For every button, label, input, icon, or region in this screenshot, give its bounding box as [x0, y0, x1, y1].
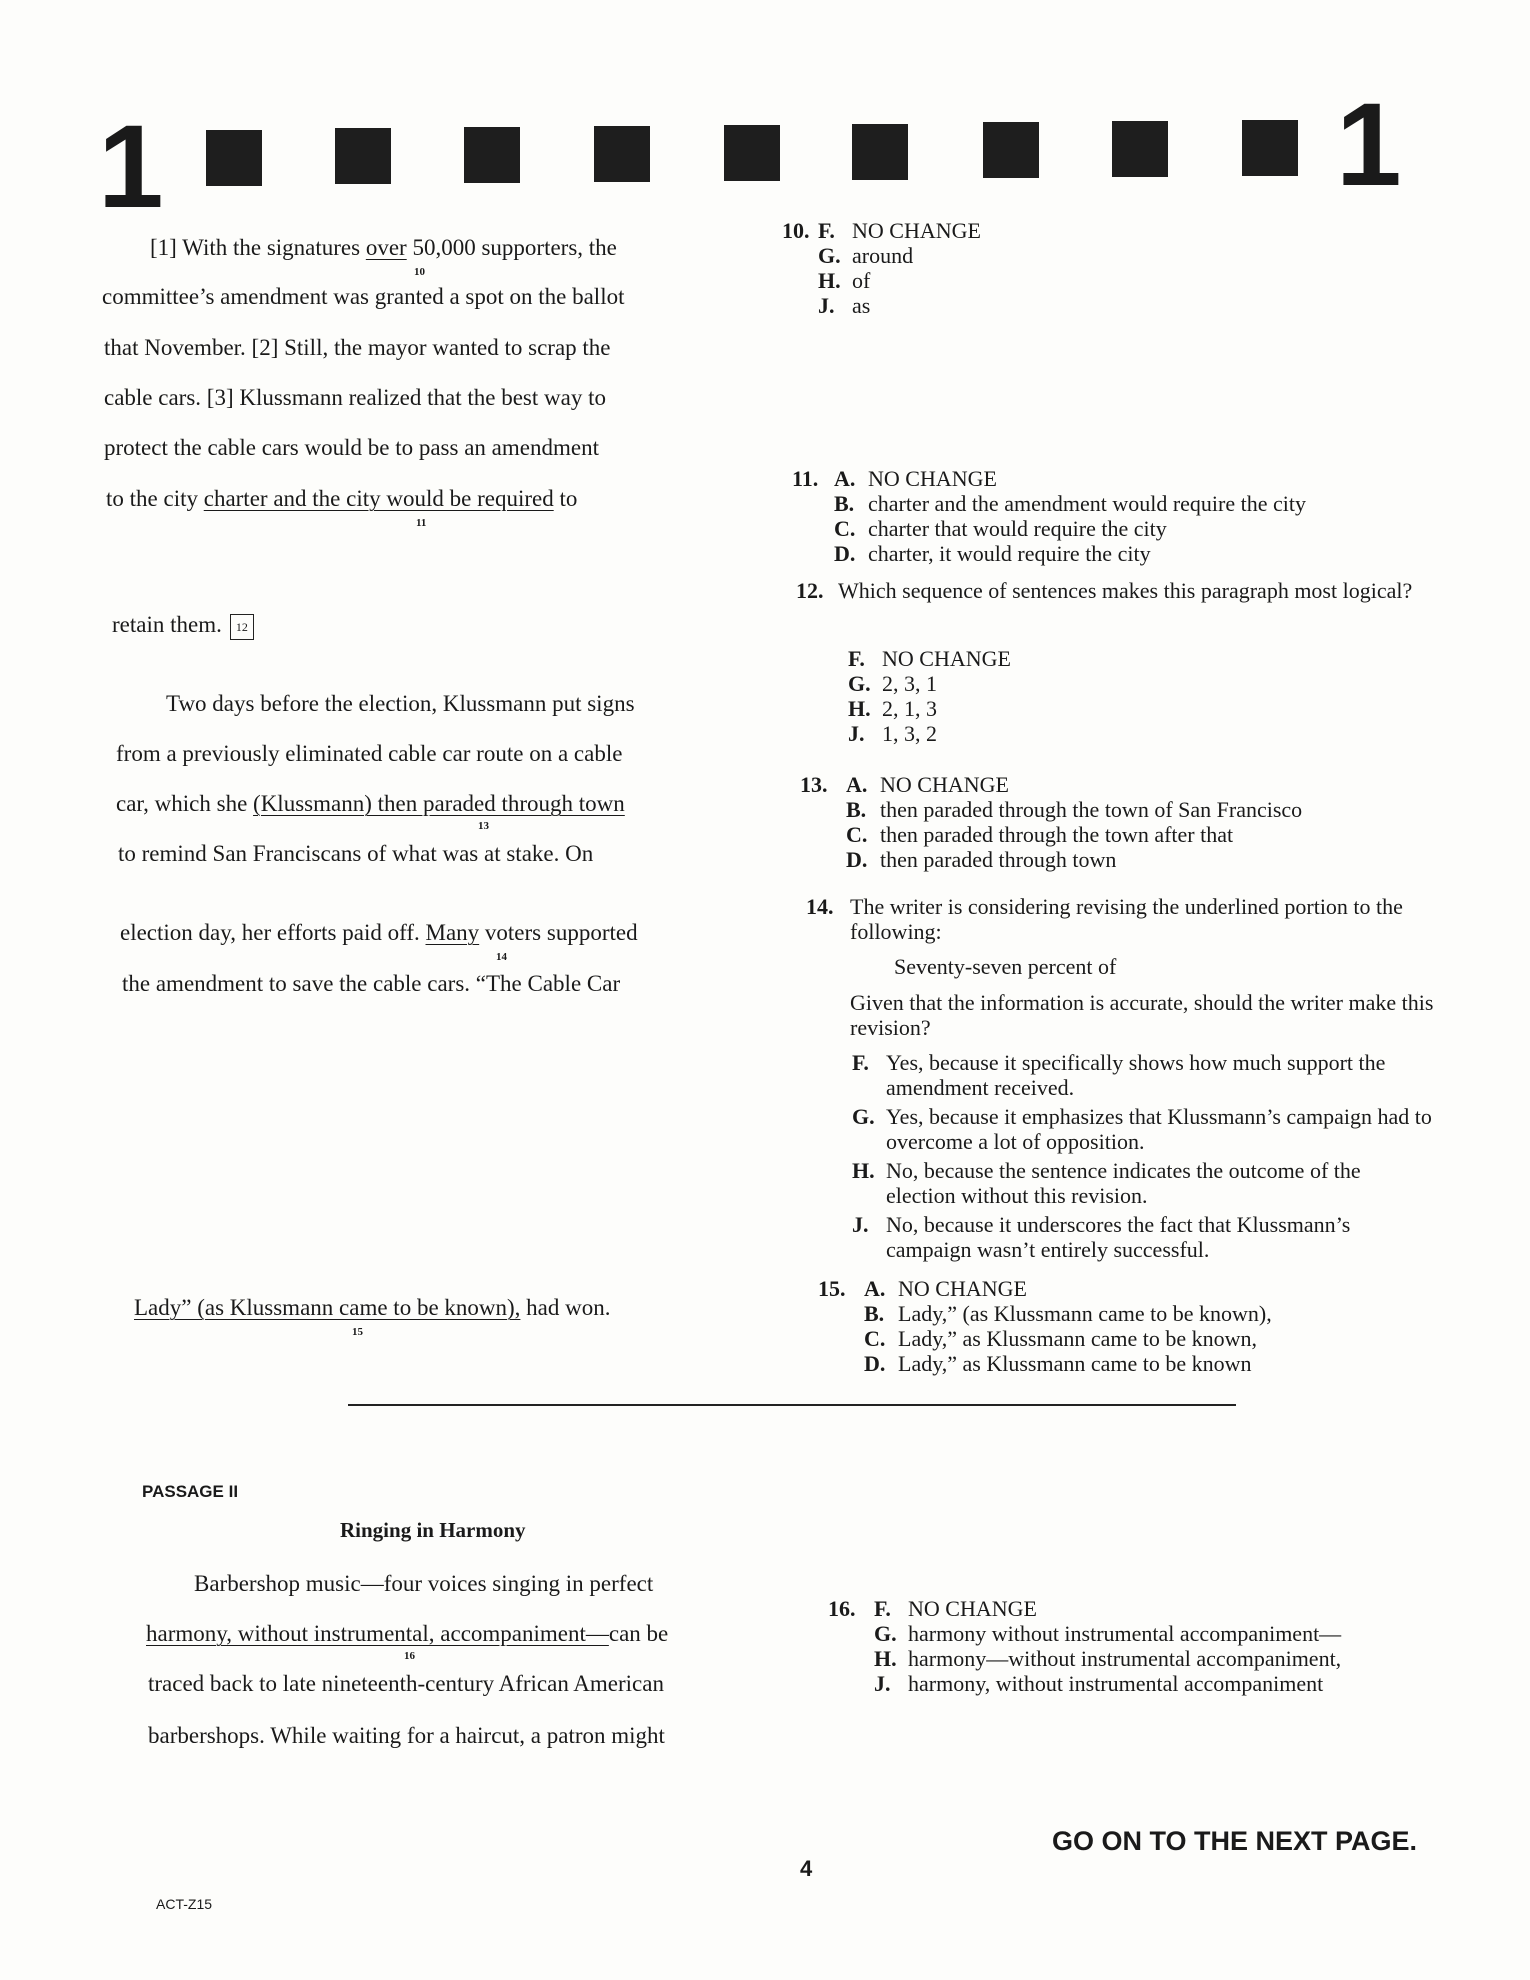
underlined-portion-10: over — [365, 235, 407, 260]
header-square-7 — [983, 122, 1039, 178]
passage-line-4: cable cars. [3] Klussmann realized that the best way to — [104, 385, 606, 410]
passage2-line-1: Barbershop music—four voices singing in perfect — [194, 1571, 654, 1596]
option-a[interactable]: A. NO CHANGE — [846, 772, 1009, 797]
option-h[interactable]: H. 2, 1, 3 — [848, 696, 937, 721]
option-g[interactable]: G. harmony without instrumental accompaniment— — [874, 1621, 1342, 1646]
option-j[interactable]: J. as — [818, 293, 871, 318]
passage-line-2: committee’s amendment was granted a spot on the ballot — [102, 284, 625, 309]
option-d[interactable]: D. then paraded through town — [846, 847, 1117, 872]
passage-line-6: to the city charter and the city would be required to — [106, 486, 578, 511]
revision-quote: Seventy-seven percent of — [894, 954, 1117, 979]
question-number: 13. — [800, 772, 828, 797]
option-f[interactable]: F. NO CHANGE — [818, 218, 981, 243]
option-f[interactable]: F. Yes, because it specifically shows how much support the amendment received. — [852, 1050, 1386, 1100]
option-j[interactable]: J. No, because it underscores the fact that Klussmann’s campaign wasn’t entirely successful. — [852, 1212, 1351, 1262]
question-stem-2: Given that the information is accurate, should the writer make this revision? — [850, 990, 1434, 1040]
option-c[interactable]: C. then paraded through the town after that — [846, 822, 1234, 847]
passage-label: PASSAGE II — [142, 1482, 239, 1501]
option-d[interactable]: D. charter, it would require the city — [834, 541, 1151, 566]
form-code: ACT-Z15 — [156, 1896, 213, 1912]
option-h[interactable]: H. of — [818, 268, 871, 293]
underlined-portion-11: charter and the city would be required — [203, 486, 554, 511]
passage2-line-3: traced back to late nineteenth-century African American — [148, 1671, 664, 1696]
passage-line-5: protect the cable cars would be to pass an amendment — [104, 435, 599, 460]
passage-line-14: Lady” (as Klussmann came to be known), had won. — [134, 1295, 611, 1320]
question-ref-14: 14 — [496, 951, 507, 963]
option-f[interactable]: F. NO CHANGE — [874, 1596, 1037, 1621]
header-square-4 — [594, 126, 650, 182]
question-number: 10. — [782, 218, 810, 243]
passage-line-13: the amendment to save the cable cars. “The Cable Car — [122, 971, 621, 996]
question-ref-15: 15 — [352, 1326, 363, 1338]
section-number-left: 1 — [98, 101, 164, 233]
header-square-6 — [852, 124, 908, 180]
question-number: 15. — [818, 1276, 846, 1301]
passage-line-9: from a previously eliminated cable car route on a cable — [116, 741, 623, 766]
header-square-2 — [335, 128, 391, 184]
question-number: 11. — [792, 466, 819, 491]
passage-line-10: car, which she (Klussmann) then paraded through town — [116, 791, 625, 816]
question-stem: Which sequence of sentences makes this paragraph most logical? — [838, 578, 1413, 603]
passage-line-1: [1] With the signatures over 50,000 supporters, the — [150, 235, 617, 260]
passage-title: Ringing in Harmony — [340, 1518, 526, 1542]
next-page-notice: GO ON TO THE NEXT PAGE. — [1052, 1826, 1418, 1856]
header-square-9 — [1242, 120, 1298, 176]
option-a[interactable]: A. NO CHANGE — [864, 1276, 1027, 1301]
header-square-5 — [724, 125, 780, 181]
question-number: 16. — [828, 1596, 856, 1621]
option-b[interactable]: B. then paraded through the town of San Francisco — [846, 797, 1303, 822]
underlined-portion-14: Many — [425, 920, 480, 945]
question-ref-11: 11 — [416, 517, 427, 529]
option-c[interactable]: C. Lady,” as Klussmann came to be known, — [864, 1326, 1258, 1351]
underlined-portion-15: Lady” (as Klussmann came to be known), — [134, 1295, 521, 1320]
question-number: 12. — [796, 578, 824, 603]
option-j[interactable]: J. harmony, without instrumental accompaniment — [874, 1671, 1324, 1696]
header-square-8 — [1112, 121, 1168, 177]
option-h[interactable]: H. No, because the sentence indicates the outcome of the election without this revision. — [852, 1158, 1361, 1208]
header-square-3 — [464, 127, 520, 183]
question-number: 14. — [806, 894, 834, 919]
option-d[interactable]: D. Lady,” as Klussmann came to be known — [864, 1351, 1252, 1376]
underlined-portion-13: (Klussmann) then paraded through town — [253, 791, 625, 816]
question-box-12: 12 — [230, 614, 254, 640]
passage2-line-4: barbershops. While waiting for a haircut, a patron might — [148, 1723, 665, 1748]
passage2-line-2: harmony, without instrumental, accompaniment—can be — [146, 1621, 669, 1646]
option-b[interactable]: B. charter and the amendment would require the city — [834, 491, 1306, 516]
option-b[interactable]: B. Lady,” (as Klussmann came to be known), — [864, 1301, 1272, 1326]
passage-divider — [348, 1404, 1236, 1406]
option-j[interactable]: J. 1, 3, 2 — [848, 721, 937, 746]
option-g[interactable]: G. 2, 3, 1 — [848, 671, 937, 696]
option-c[interactable]: C. charter that would require the city — [834, 516, 1167, 541]
passage-line-7: retain them. 12 — [112, 613, 254, 640]
option-f[interactable]: F. NO CHANGE — [848, 646, 1011, 671]
passage-line-12: election day, her efforts paid off. Many voters supported — [120, 920, 638, 945]
header-square-1 — [206, 130, 262, 186]
passage-line-8: Two days before the election, Klussmann put signs — [166, 691, 635, 716]
option-g[interactable]: G. around — [818, 243, 914, 268]
option-g[interactable]: G. Yes, because it emphasizes that Klussmann’s campaign had to overcome a lot of opposition. — [852, 1104, 1432, 1154]
option-a[interactable]: A. NO CHANGE — [834, 466, 997, 491]
section-number-right: 1 — [1336, 79, 1402, 211]
option-h[interactable]: H. harmony—without instrumental accompaniment, — [874, 1646, 1342, 1671]
passage-line-11: to remind San Franciscans of what was at stake. On — [118, 841, 594, 866]
passage-line-3: that November. [2] Still, the mayor wanted to scrap the — [104, 335, 611, 360]
question-ref-13: 13 — [478, 820, 489, 832]
question-ref-16: 16 — [404, 1650, 415, 1662]
question-stem: The writer is considering revising the underlined portion to the following: — [850, 894, 1403, 944]
question-ref-10: 10 — [414, 266, 425, 278]
underlined-portion-16: harmony, without instrumental, accompaniment— — [146, 1621, 609, 1646]
page-number: 4 — [800, 1856, 813, 1881]
